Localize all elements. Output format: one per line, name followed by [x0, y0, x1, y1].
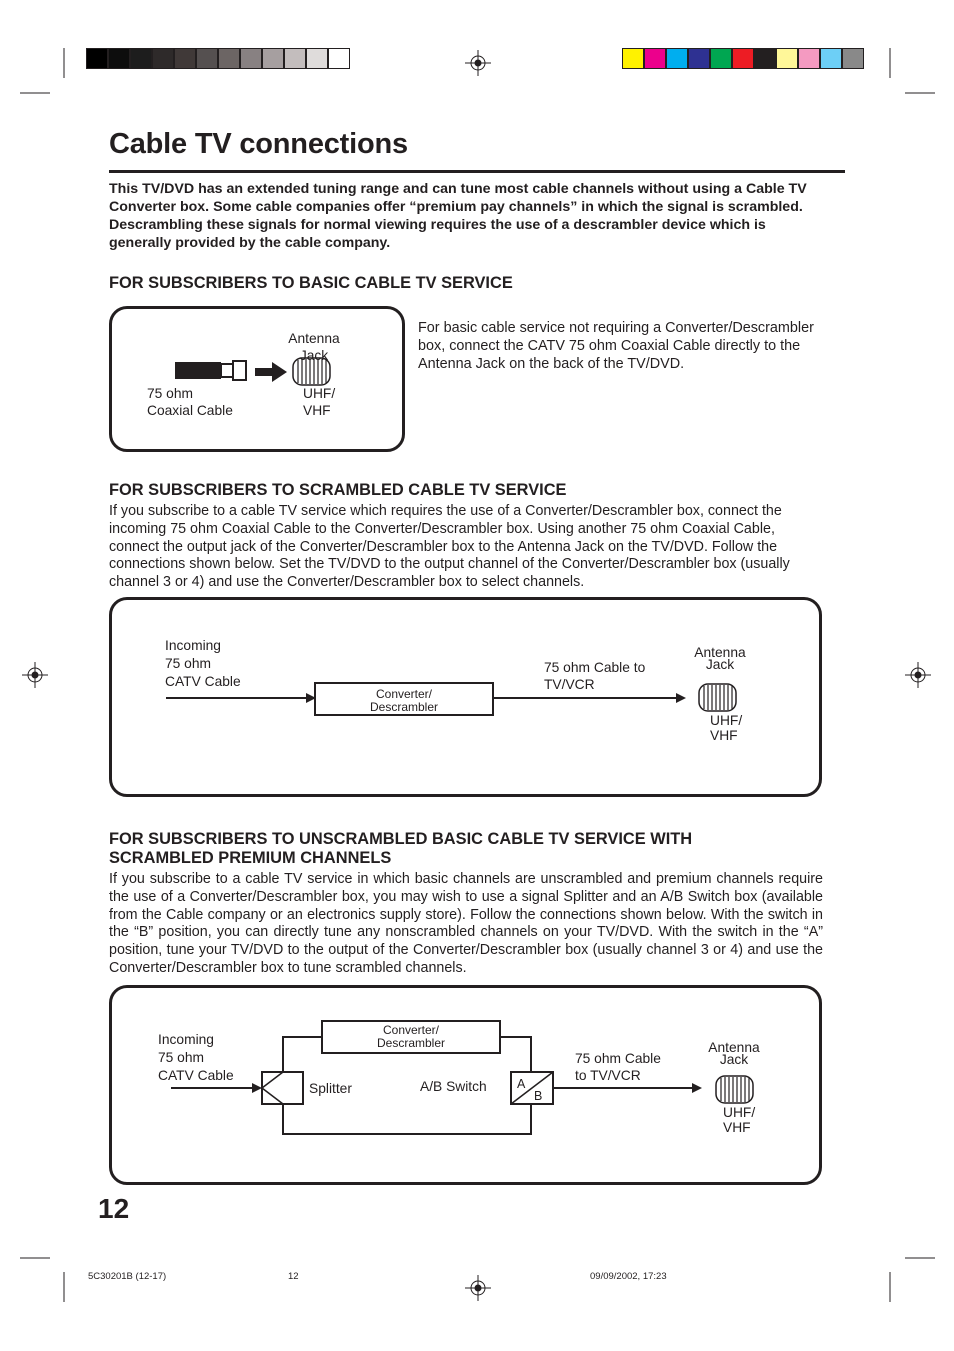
antenna-jack-icon — [715, 1075, 755, 1104]
page-number: 12 — [98, 1193, 130, 1224]
scrambled-incoming-label: Incoming 75 ohm CATV Cable — [165, 638, 241, 689]
scrambled-cable-label: 75 ohm Cable to TV/VCR — [544, 660, 646, 692]
scrambled-antenna-jack-label: Antenna Jack — [694, 645, 746, 672]
unscrambled-converter-label: Converter/ Descrambler — [376, 1023, 445, 1050]
footer-page: 12 — [288, 1271, 299, 1282]
scrambled-uhf-vhf-label: UHF/ VHF — [710, 713, 743, 743]
basic-uhf-vhf-label: UHF/ VHF — [303, 386, 336, 418]
basic-coaxial-cable-label: 75 ohm Coaxial Cable — [147, 386, 233, 418]
unscrambled-antenna-jack-label: Antenna Jack — [708, 1040, 760, 1067]
basic-service-heading: FOR SUBSCRIBERS TO BASIC CABLE TV SERVICE — [109, 274, 513, 292]
footer-document-code: 5C30201B (12-17) — [88, 1271, 167, 1282]
footer-timestamp: 09/09/2002, 17:23 — [590, 1271, 667, 1282]
scrambled-converter-label: Converter/ Descrambler — [369, 687, 438, 714]
unscrambled-cable-label: 75 ohm Cable to TV/VCR — [575, 1051, 661, 1083]
basic-service-description: For basic cable service not requiring a Converter/Descrambler box, connect the CATV 75 ohm Coaxial Cable directly to the Antenna Jack on the back of the TV/DVD. — [418, 320, 814, 372]
page-title: Cable TV connections — [109, 128, 408, 160]
intro-paragraph: This TV/DVD has an extended tuning range and can tune most cable channels without using a Cable TV Converter box. Some cable companies offer “premium pay channels” in which the signal is scrambled. Descrambling these signals for normal viewing requires the use of a descrambler device which is generally provided by the cable company. — [109, 181, 807, 251]
basic-antenna-jack-label: Antenna Jack — [288, 331, 340, 363]
unscrambled-incoming-label: Incoming 75 ohm CATV Cable — [158, 1032, 234, 1083]
splitter-icon — [261, 1071, 304, 1105]
unscrambled-uhf-vhf-label: UHF/ VHF — [723, 1105, 756, 1135]
splitter-label: Splitter — [309, 1081, 352, 1096]
switch-b-label: B — [534, 1089, 543, 1103]
switch-a-label: A — [517, 1077, 526, 1091]
unscrambled-converter-box — [321, 1020, 501, 1054]
unscrambled-service-heading: FOR SUBSCRIBERS TO UNSCRAMBLED BASIC CABLE TV SERVICE WITH SCRAMBLED PREMIUM CHANNELS — [109, 830, 693, 867]
ab-switch-label: A/B Switch — [420, 1079, 487, 1094]
unscrambled-service-description: If you subscribe to a cable TV service in which basic channels are unscrambled and premium channels require the use of a Converter/Descrambler box, you may wish to use a signal Splitter and an A/B Switch box (available from the Cable company or an electronics supply store). Follow the connections shown below. With the switch in the “B” position, you can directly tune any nonscrambled channels on your TV/DVD. With the switch in the “A” position, tune your TV/DVD to the output of the Converter/Descrambler box (usually channel 3 or 4) and use the Converter/Descrambler box to tune scrambled channels. — [109, 871, 823, 976]
scrambled-service-description: If you subscribe to a cable TV service which requires the use of a Converter/Descrambler box, connect the incoming 75 ohm Coaxial Cable to the Converter/Descrambler box. Using another 75 ohm Coaxial Cable, connect the output jack of the Converter/Descrambler box to the Antenna Jack on the TV/DVD. Follow the connections shown below. Set the TV/DVD to the output channel of the Converter/Descrambler box (usually channel 3 or 4) and use the Converter/Descrambler box to select channels. — [109, 503, 790, 591]
scrambled-service-heading: FOR SUBSCRIBERS TO SCRAMBLED CABLE TV SERVICE — [109, 481, 567, 499]
